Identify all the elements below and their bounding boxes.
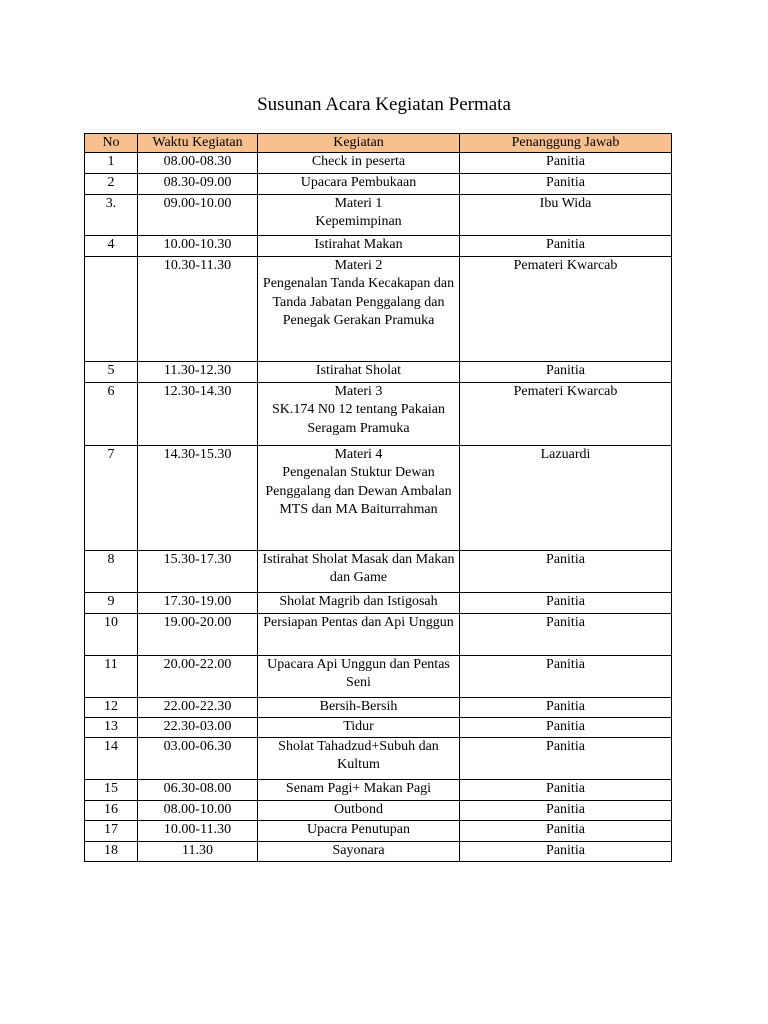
- activity-description: Kepemimpinan: [315, 214, 402, 230]
- cell-pic: Panitia: [460, 842, 672, 862]
- cell-no: 16: [85, 801, 138, 821]
- cell-activity: Sholat Magrib dan Istigosah: [258, 593, 460, 614]
- table-row: [85, 801, 672, 821]
- header-activity: Kegiatan: [258, 134, 460, 153]
- cell-time: 06.30-08.00: [138, 780, 258, 801]
- cell-time: 17.30-19.00: [138, 593, 258, 614]
- cell-pic: Panitia: [460, 718, 672, 738]
- cell-activity: Bersih-Bersih: [258, 698, 460, 718]
- cell-pic: Panitia: [460, 362, 672, 383]
- table-row: [85, 195, 672, 236]
- table-row: [85, 842, 672, 862]
- header-no: No: [85, 134, 138, 153]
- cell-no: 2: [85, 174, 138, 195]
- cell-time: 08.00-08.30: [138, 153, 258, 174]
- table-row: [85, 614, 672, 656]
- table-row: [85, 551, 672, 593]
- activity-title: Materi 4: [334, 447, 383, 463]
- table-row: [85, 718, 672, 738]
- cell-activity: Outbond: [258, 801, 460, 821]
- activity-description: SK.174 N0 12 tentang Pakaian Seragam Pramuka: [271, 402, 446, 436]
- cell-pic: Panitia: [460, 801, 672, 821]
- cell-time: 14.30-15.30: [138, 446, 258, 551]
- cell-time: 12.30-14.30: [138, 383, 258, 446]
- cell-activity: Check in peserta: [258, 153, 460, 174]
- cell-time: 03.00-06.30: [138, 738, 258, 780]
- cell-no: 14: [85, 738, 138, 780]
- table-row: [85, 174, 672, 195]
- cell-pic: Ibu Wida: [460, 195, 672, 236]
- cell-pic: Panitia: [460, 780, 672, 801]
- schedule-table: [84, 133, 672, 862]
- table-row: [85, 236, 672, 257]
- cell-activity: [258, 257, 460, 362]
- cell-no: 3.: [85, 195, 138, 236]
- cell-pic: Panitia: [460, 614, 672, 656]
- cell-pic: Lazuardi: [460, 446, 672, 551]
- table-row: [85, 446, 672, 551]
- cell-activity: Sayonara: [258, 842, 460, 862]
- cell-activity: Istirahat Makan: [258, 236, 460, 257]
- cell-activity: Upacra Penutupan: [258, 821, 460, 842]
- cell-no: 6: [85, 383, 138, 446]
- cell-time: 11.30-12.30: [138, 362, 258, 383]
- cell-no: 7: [85, 446, 138, 551]
- table-row: [85, 738, 672, 780]
- activity-title: Materi 2: [334, 258, 383, 274]
- cell-no: 10: [85, 614, 138, 656]
- cell-pic: Pemateri Kwarcab: [460, 383, 672, 446]
- cell-time: 08.30-09.00: [138, 174, 258, 195]
- cell-activity: Istirahat Sholat Masak dan Makan dan Game: [258, 551, 460, 593]
- cell-pic: Panitia: [460, 551, 672, 593]
- cell-pic: Panitia: [460, 656, 672, 698]
- cell-no: 8: [85, 551, 138, 593]
- cell-time: 15.30-17.30: [138, 551, 258, 593]
- table-header-row: [85, 134, 672, 153]
- activity-description: Pengenalan Tanda Kecakapan dan Tanda Jabatan Penggalang dan Penegak Gerakan Pramuka: [262, 276, 455, 328]
- cell-no: 15: [85, 780, 138, 801]
- cell-time: 08.00-10.00: [138, 801, 258, 821]
- cell-pic: Panitia: [460, 236, 672, 257]
- cell-pic: Pemateri Kwarcab: [460, 257, 672, 362]
- cell-no: 4: [85, 236, 138, 257]
- cell-activity: Senam Pagi+ Makan Pagi: [258, 780, 460, 801]
- table-row: [85, 383, 672, 446]
- table-row: [85, 593, 672, 614]
- cell-pic: Panitia: [460, 174, 672, 195]
- cell-time: 20.00-22.00: [138, 656, 258, 698]
- cell-time: 22.30-03.00: [138, 718, 258, 738]
- cell-pic: Panitia: [460, 153, 672, 174]
- cell-time: 10.00-11.30: [138, 821, 258, 842]
- header-time: Waktu Kegiatan: [138, 134, 258, 153]
- cell-activity: [258, 195, 460, 236]
- cell-no: 9: [85, 593, 138, 614]
- cell-time: 09.00-10.00: [138, 195, 258, 236]
- table-row: [85, 698, 672, 718]
- table-row: [85, 780, 672, 801]
- cell-time: 10.30-11.30: [138, 257, 258, 362]
- cell-pic: Panitia: [460, 593, 672, 614]
- cell-no: 11: [85, 656, 138, 698]
- table-row: [85, 257, 672, 362]
- cell-no: [85, 257, 138, 362]
- page-title: Susunan Acara Kegiatan Permata: [257, 94, 511, 115]
- cell-no: 5: [85, 362, 138, 383]
- cell-pic: Panitia: [460, 698, 672, 718]
- cell-activity: [258, 446, 460, 551]
- cell-activity: Upacara Api Unggun dan Pentas Seni: [258, 656, 460, 698]
- activity-title: Materi 1: [334, 196, 383, 212]
- cell-activity: Persiapan Pentas dan Api Unggun: [258, 614, 460, 656]
- cell-no: 17: [85, 821, 138, 842]
- cell-activity: Sholat Tahadzud+Subuh dan Kultum: [258, 738, 460, 780]
- table-row: [85, 362, 672, 383]
- cell-time: 22.00-22.30: [138, 698, 258, 718]
- cell-activity: Istirahat Sholat: [258, 362, 460, 383]
- table-row: [85, 656, 672, 698]
- cell-no: 12: [85, 698, 138, 718]
- cell-activity: [258, 383, 460, 446]
- cell-no: 1: [85, 153, 138, 174]
- activity-title: Materi 3: [334, 384, 383, 400]
- cell-no: 13: [85, 718, 138, 738]
- table-row: [85, 821, 672, 842]
- cell-no: 18: [85, 842, 138, 862]
- cell-time: 11.30: [138, 842, 258, 862]
- cell-activity: Upacara Pembukaan: [258, 174, 460, 195]
- cell-activity: Tidur: [258, 718, 460, 738]
- cell-time: 19.00-20.00: [138, 614, 258, 656]
- cell-pic: Panitia: [460, 738, 672, 780]
- table-row: [85, 153, 672, 174]
- cell-time: 10.00-10.30: [138, 236, 258, 257]
- cell-pic: Panitia: [460, 821, 672, 842]
- header-pic: Penanggung Jawab: [460, 134, 672, 153]
- activity-description: Pengenalan Stuktur Dewan Penggalang dan Dewan Ambalan MTS dan MA Baiturrahman: [265, 465, 452, 517]
